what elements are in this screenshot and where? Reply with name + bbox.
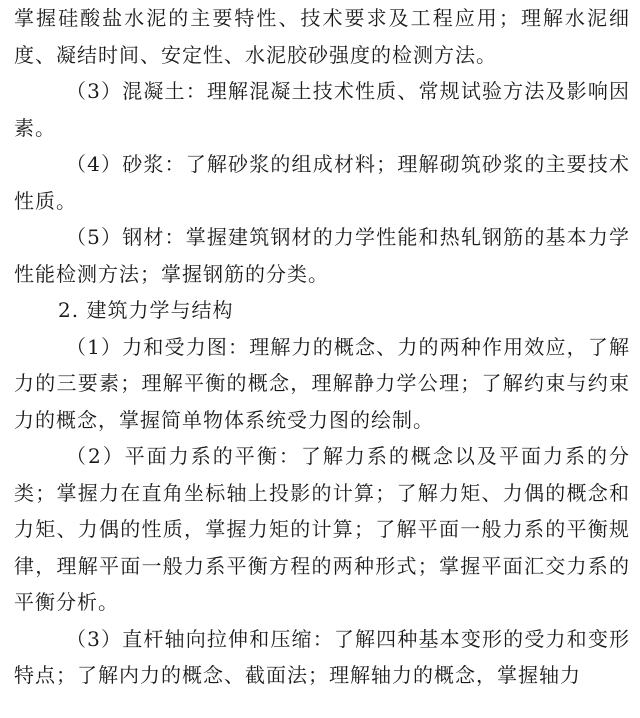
paragraph-steel: （5）钢材：掌握建筑钢材的力学性能和热轧钢筋的基本力学性能检测方法；掌握钢筋的分类。 [14, 225, 630, 286]
paragraph-mortar: （4）砂浆：了解砂浆的组成材料；理解砌筑砂浆的主要技术性质。 [14, 152, 630, 213]
paragraph-force-diagram: （1）力和受力图：理解力的概念、力的两种作用效应，了解力的三要素；理解平衡的概念，理解静力学公理；了解约束与约束力的概念，掌握简单物体系统受力图的绘制。 [14, 334, 630, 432]
paragraph-concrete: （3）混凝土：理解混凝土技术性质、常规试验方法及影响因素。 [14, 79, 630, 140]
paragraph-axial-tension: （3）直杆轴向拉伸和压缩：了解四种基本变形的受力和变形特点；了解内力的概念、截面法；理解轴力的概念，掌握轴力 [14, 626, 630, 687]
section-heading-mechanics: 2. 建筑力学与结构 [58, 298, 234, 322]
paragraph-plane-force-system: （2）平面力系的平衡：了解力系的概念以及平面力系的分类；掌握力在直角坐标轴上投影的计算；了解力矩、力偶的概念和力矩、力偶的性质，掌握力矩的计算；了解平面一般力系的平衡规律，理解平面一般力系平衡方程的两种形式；掌握平面汇交力系的平衡分析。 [14, 444, 630, 614]
paragraph-cement: 掌握硅酸盐水泥的主要特性、技术要求及工程应用；理解水泥细度、凝结时间、安定性、水泥胶砂强度的检测方法。 [14, 6, 630, 67]
